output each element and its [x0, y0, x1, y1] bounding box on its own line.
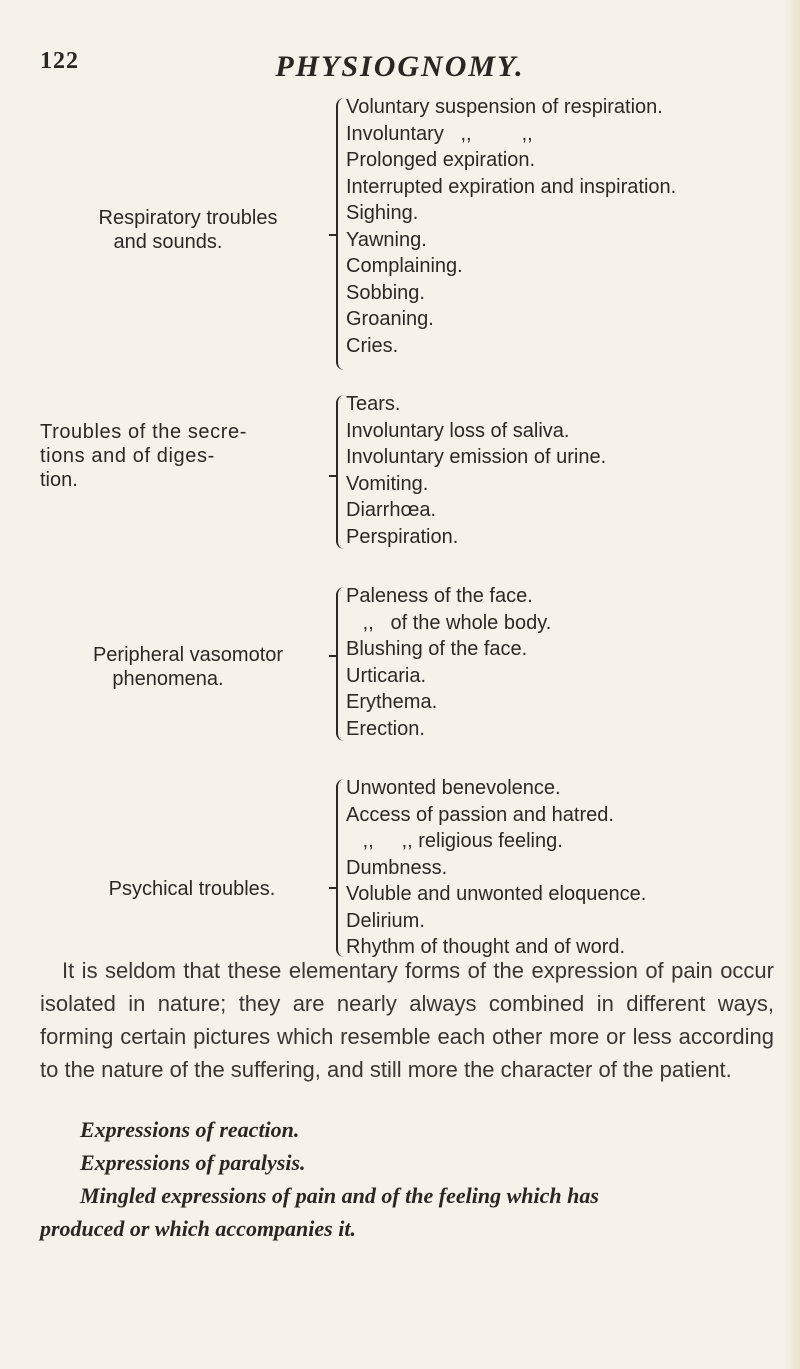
list-item: Paleness of the face. [346, 585, 533, 607]
running-head: PHYSIOGNOMY. [275, 50, 525, 83]
group-label-line: and sounds. [113, 231, 223, 253]
item-list [346, 775, 646, 961]
brace-tip [329, 234, 337, 236]
list-item: Delirium. [346, 909, 425, 932]
list-item: Voluntary suspension of respiration. [346, 96, 663, 118]
group-psychical [0, 771, 800, 971]
group-label [40, 420, 340, 492]
list-item: Erection. [346, 717, 425, 740]
body-paragraph: It is seldom that these elementary forms of the expression of pain occur isolated in nature; they are nearly always combined in different ways, forming certain pictures which resemble each other more or less according to the nature of the suffering, and still more the character of the patient. [40, 958, 774, 1082]
group-label-line: Troubles of the secre- [40, 421, 247, 443]
list-item: Prolonged expiration. [346, 149, 536, 171]
list-item: ,, ,, religious feeling. [346, 830, 563, 852]
list-item: Blushing of the face. [346, 638, 528, 660]
brace-tip [329, 475, 337, 477]
list-item: Involuntary loss of saliva. [346, 419, 570, 442]
list-item: Yawning. [346, 228, 427, 251]
group-label-line: Psychical troubles. [108, 878, 276, 900]
list-item: Cries. [346, 334, 399, 357]
list-item: Involuntary ,, ,, [346, 122, 533, 145]
expressions-list [40, 1113, 780, 1245]
list-item: Involuntary emission of urine. [346, 446, 607, 468]
group-label [40, 643, 336, 691]
list-item: Dumbness. [346, 856, 448, 879]
item-list [346, 94, 676, 359]
list-item: Voluble and unwonted eloquence. [346, 883, 647, 905]
list-item: Perspiration. [346, 525, 459, 548]
list-item: Complaining. [346, 255, 463, 277]
page-number: 122 [40, 48, 79, 74]
list-item: Access of passion and hatred. [346, 803, 614, 826]
list-item: Urticaria. [346, 664, 427, 687]
group-label-line: tion. [40, 469, 78, 491]
brace-tip [329, 887, 337, 889]
list-item: Rhythm of thought and of word. [346, 936, 626, 958]
group-label-line: tions and of diges- [40, 445, 215, 467]
item-list [346, 391, 606, 550]
list-item: ,, of the whole body. [346, 611, 552, 634]
list-item: Diarrhœa. [346, 499, 437, 521]
group-label-line: Peripheral vasomotor [92, 644, 284, 666]
list-item: Erythema. [346, 691, 438, 713]
group-respiratory [0, 90, 800, 380]
list-item: Unwonted benevolence. [346, 777, 561, 799]
group-vasomotor [0, 579, 800, 749]
group-label [40, 877, 336, 901]
expression-item: Mingled expressions of pain and of the feeling which has [80, 1183, 599, 1208]
expression-item: Expressions of reaction. [80, 1117, 300, 1142]
list-item: Groaning. [346, 308, 434, 330]
group-label [40, 206, 336, 254]
list-item: Interrupted expiration and inspiration. [346, 175, 677, 198]
group-secretions [0, 387, 800, 557]
list-item: Sobbing. [346, 281, 425, 304]
list-item: Tears. [346, 393, 401, 415]
brace-tip [329, 655, 337, 657]
list-item: Sighing. [346, 202, 419, 224]
list-item: Vomiting. [346, 472, 429, 495]
group-label-line: phenomena. [112, 668, 224, 690]
item-list [346, 583, 551, 742]
expression-item: produced or which accompanies it. [40, 1216, 356, 1241]
group-label-line: Respiratory troubles [98, 207, 278, 229]
expression-item: Expressions of paralysis. [80, 1150, 306, 1175]
